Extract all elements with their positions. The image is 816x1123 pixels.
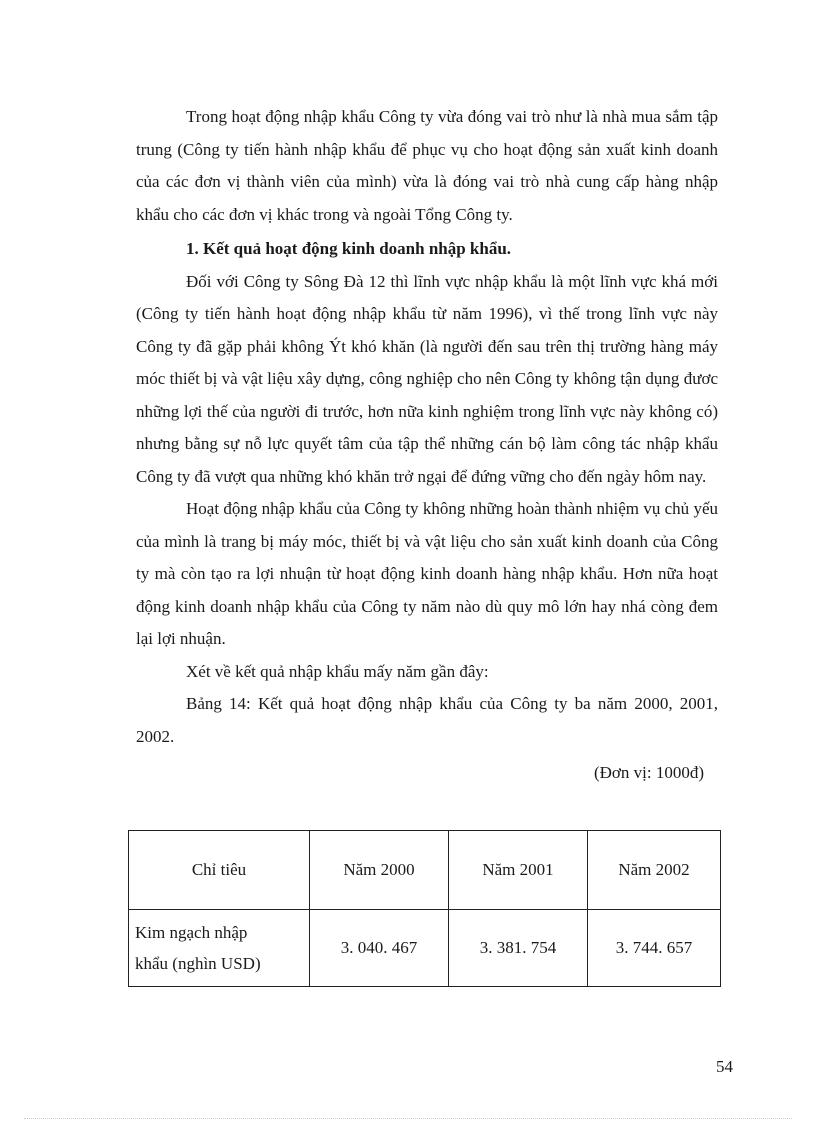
table-row <box>129 910 721 987</box>
footer-divider <box>24 1118 792 1119</box>
paragraph-background: Đối với Công ty Sông Đà 12 thì lĩnh vực nhập khẩu là một lĩnh vực khá mới (Công ty tiến hành hoạt động nhập khẩu từ năm 1996), vì thế trong lĩnh vực này Công ty đã gặp phải không Ýt khó khăn (là người đến sau trên thị trường hàng máy móc thiết bị và vật liệu xây dựng, công nghiệp cho nên Công ty không tận dụng đươc những lợi thế của người đi trước, hơn nữa kinh nghiệm trong lĩnh vực này không có) nhưng bằng sự nỗ lực quyết tâm của tập thể những cán bộ làm công tác nhập khẩu Công ty đã vượt qua những khó khăn trở ngại để đứng vững cho đến ngày hôm nay. <box>136 271 718 486</box>
page-number: 54 <box>716 1057 733 1076</box>
row-label-line: khẩu (nghìn USD) <box>135 954 261 973</box>
value-cell: 3. 744. 657 <box>588 910 721 987</box>
header-cell: Chỉ tiêu <box>129 831 310 910</box>
page-body <box>136 101 718 787</box>
import-results-table <box>128 830 721 987</box>
paragraph-review: Xét về kết quả nhập khẩu mấy năm gần đây: <box>186 661 489 681</box>
header-cell: Năm 2000 <box>310 831 449 910</box>
header-cell: Năm 2001 <box>449 831 588 910</box>
value-cell: 3. 381. 754 <box>449 910 588 987</box>
row-label-line: Kim ngạch nhập <box>135 923 248 942</box>
header-cell: Năm 2002 <box>588 831 721 910</box>
unit-note: (Đơn vị: 1000đ) <box>593 763 704 782</box>
paragraph-intro: Trong hoạt động nhập khẩu Công ty vừa đóng vai trò như là nhà mua sắm tập trung (Công ty tiến hành nhập khẩu để phục vụ cho hoạt động sản xuất kinh doanh của các đơn vị thành viên của mình) vừa là đóng vai trò nhà cung cấp hàng nhập khẩu cho các đơn vị khác trong và ngoài Tổng Công ty. <box>136 107 718 224</box>
table-header-row <box>129 831 721 910</box>
section-heading: 1. Kết quả hoạt động kinh doanh nhập khẩu. <box>186 239 512 258</box>
value-cell: 3. 040. 467 <box>310 910 449 987</box>
row-label-cell <box>129 910 310 987</box>
table-caption: Bảng 14: Kết quả hoạt động nhập khẩu của Công ty ba năm 2000, 2001, 2002. <box>136 694 718 746</box>
paragraph-results: Hoạt động nhập khẩu của Công ty không những hoàn thành nhiệm vụ chủ yếu của mình là trang bị máy móc, thiết bị và vật liệu cho sản xuất kinh doanh của Công ty mà còn tạo ra lợi nhuận từ hoạt động kinh doanh hàng nhập khẩu. Hơn nữa hoạt động kinh doanh nhập khẩu của Công ty năm nào dù quy mô lớn hay nhá còng đem lại lợi nhuận. <box>136 499 718 648</box>
